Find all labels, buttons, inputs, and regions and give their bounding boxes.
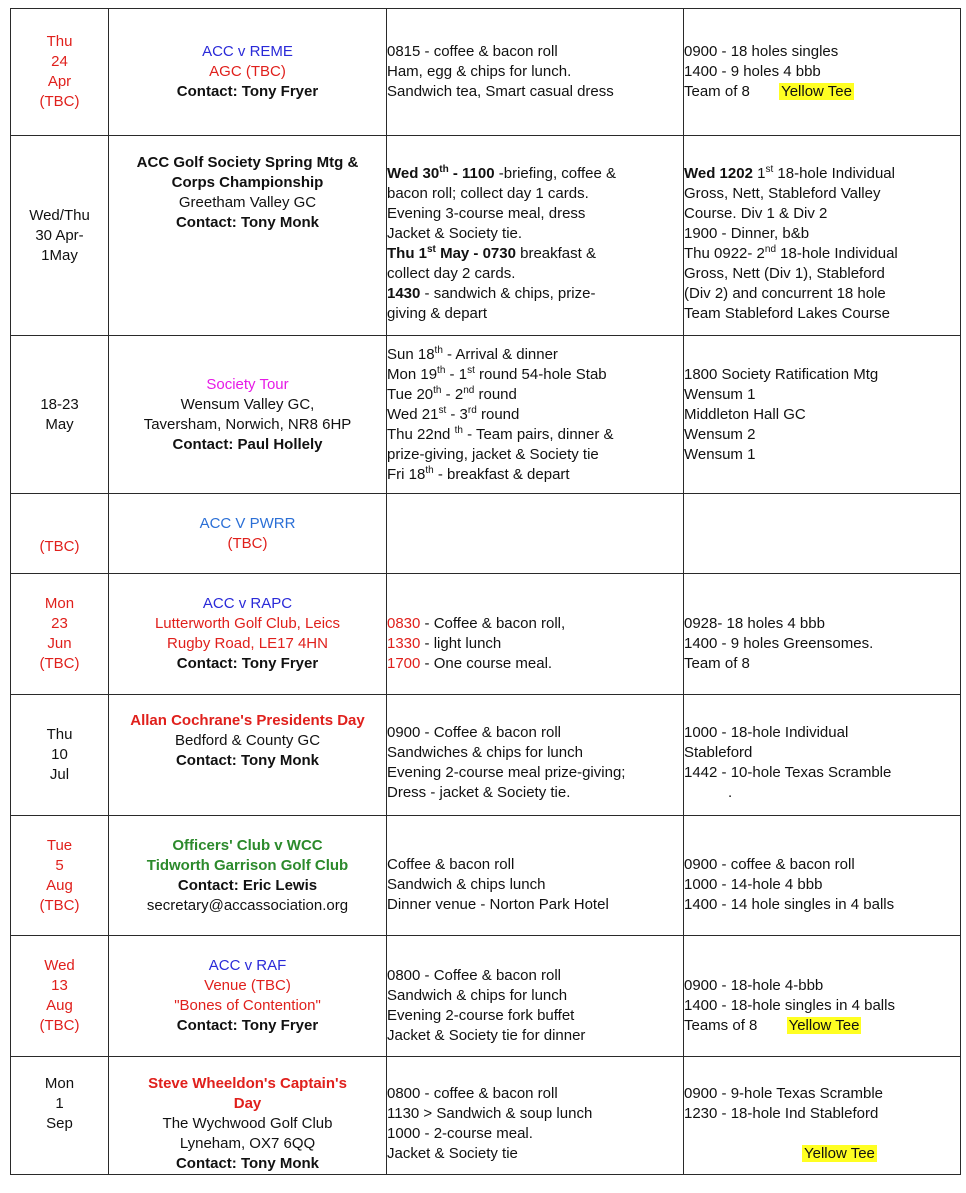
play-cell: 0900 - coffee & bacon roll 1000 - 14-hole 4 bbb 1400 - 14 hole singles in 4 balls (684, 816, 961, 936)
play-cell: 1000 - 18-hole Individual Stableford 1442 - 10-hole Texas Scramble . (684, 695, 961, 816)
table-row (11, 1057, 961, 1175)
table-row (11, 336, 961, 494)
catering-cell: 0800 - Coffee & bacon roll Sandwich & chips for lunch Evening 2-course fork buffet Jacket & Society tie for dinner (387, 936, 684, 1057)
yellow-tee-badge: Yellow Tee (788, 1016, 860, 1034)
event-cell: ACC v RAF Venue (TBC) "Bones of Contention" Contact: Tony Fryer (109, 936, 387, 1057)
yellow-tee-badge: Yellow Tee (804, 1145, 875, 1162)
event-cell: ACC v RAPC Lutterworth Golf Club, Leics Rugby Road, LE17 4HN Contact: Tony Fryer (109, 574, 387, 695)
play-cell (684, 494, 961, 574)
table-row (11, 574, 961, 695)
play-cell: 1800 Society Ratification Mtg Wensum 1 Middleton Hall GC Wensum 2 Wensum 1 (684, 336, 961, 494)
yellow-tee-badge: Yellow Tee (781, 83, 852, 100)
date-cell: (TBC) (11, 494, 109, 574)
catering-cell: Wed 30th - 1100 -briefing, coffee & bacon roll; collect day 1 cards. Evening 3-course meal, dress Jacket & Society tie. Thu 1st May - 0730 breakfast & collect day 2 cards. 1430 - sandwich & chips, prize- giving & depart (387, 136, 684, 336)
play-cell: 0928- 18 holes 4 bbb 1400 - 9 holes Greensomes. Team of 8 (684, 574, 961, 695)
table-row (11, 695, 961, 816)
golf-fixtures-table (10, 8, 961, 1175)
table-row (11, 494, 961, 574)
table-row (11, 816, 961, 936)
event-cell: Allan Cochrane's Presidents Day Bedford & County GC Contact: Tony Monk (109, 695, 387, 816)
date-cell: Mon 23 Jun (TBC) (11, 574, 109, 695)
date-cell: Thu 10 Jul (11, 695, 109, 816)
date-cell: Mon 1 Sep (11, 1057, 109, 1175)
catering-cell: 0815 - coffee & bacon roll Ham, egg & chips for lunch. Sandwich tea, Smart casual dress (387, 9, 684, 136)
event-cell: ACC v REME AGC (TBC) Contact: Tony Fryer (109, 9, 387, 136)
event-cell: ACC Golf Society Spring Mtg & Corps Championship Greetham Valley GC Contact: Tony Monk (109, 136, 387, 336)
play-cell: Wed 1202 1st 18-hole Individual Gross, Nett, Stableford Valley Course. Div 1 & Div 2 1900 - Dinner, b&b Thu 0922- 2nd 18-hole Individual Gross, Nett (Div 1), Stableford (Div 2) and concurrent 18 hole Team Stableford Lakes Course (684, 136, 961, 336)
play-cell: 0900 - 18 holes singles 1400 - 9 holes 4 bbb Team of 8 Yellow Tee (684, 9, 961, 136)
play-cell: 0900 - 18-hole 4-bbb 1400 - 18-hole singles in 4 balls Teams of 8 Yellow Tee (684, 936, 961, 1057)
date-cell: Thu 24 Apr (TBC) (11, 9, 109, 136)
catering-cell: Coffee & bacon roll Sandwich & chips lunch Dinner venue - Norton Park Hotel (387, 816, 684, 936)
event-cell: Society Tour Wensum Valley GC, Taversham, Norwich, NR8 6HP Contact: Paul Hollely (109, 336, 387, 494)
catering-cell: 0830 - Coffee & bacon roll, 1330 - light lunch 1700 - One course meal. (387, 574, 684, 695)
catering-cell: Sun 18th - Arrival & dinner Mon 19th - 1st round 54-hole Stab Tue 20th - 2nd round Wed 21st - 3rd round Thu 22nd $^{th}$ - Team pairs, dinner & prize-giving, jacket & Society tie Fri 18th - breakfast & depart (387, 336, 684, 494)
date-cell: Tue 5 Aug (TBC) (11, 816, 109, 936)
table-row (11, 936, 961, 1057)
play-cell: 0900 - 9-hole Texas Scramble 1230 - 18-hole Ind Stableford Yellow Tee (684, 1057, 961, 1175)
event-cell: ACC V PWRR (TBC) (109, 494, 387, 574)
event-cell: Steve Wheeldon's Captain's Day The Wychwood Golf Club Lyneham, OX7 6QQ Contact: Tony Monk (109, 1057, 387, 1175)
event-cell: Officers' Club v WCC Tidworth Garrison Golf Club Contact: Eric Lewis secretary@accassociation.org (109, 816, 387, 936)
catering-cell: 0900 - Coffee & bacon roll Sandwiches & chips for lunch Evening 2-course meal prize-giving; Dress - jacket & Society tie. (387, 695, 684, 816)
date-cell: Wed/Thu 30 Apr- 1May (11, 136, 109, 336)
table-row (11, 9, 961, 136)
date-cell: 18-23 May (11, 336, 109, 494)
catering-cell: 0800 - coffee & bacon roll 1130 > Sandwich & soup lunch 1000 - 2-course meal. Jacket & Society tie (387, 1057, 684, 1175)
table-row (11, 136, 961, 336)
date-cell: Wed 13 Aug (TBC) (11, 936, 109, 1057)
catering-cell (387, 494, 684, 574)
